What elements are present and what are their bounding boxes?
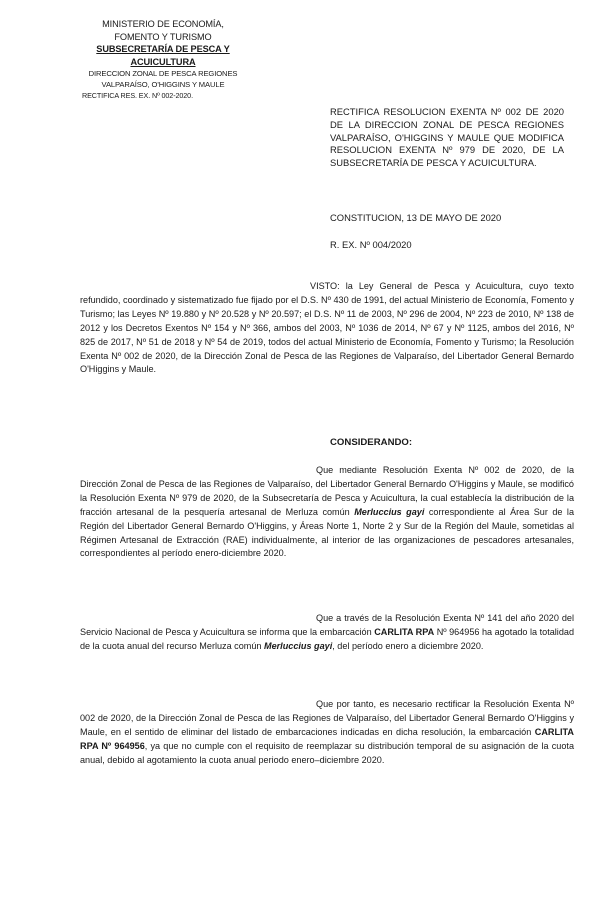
considerando-paragraph-1: Que mediante Resolución Exenta Nº 002 de 2020, de la Dirección Zonal de Pesca de las Regiones de Valparaíso, del Libertador General Bernardo O'Higgins y Maule, se modificó la Resolución Exenta Nº 979 de 2020, de la Subsecretaría de Pesca y Acuicultura, la cual establecía la distribución de la fracción artesanal de la pesquería artesanal de Merluza común Merluccius gayi correspondiente al Área Sur de la Región del Libertador General Bernardo O'Higgins, y Áreas Norte 1, Norte 2 y Sur de la Región del Maule, sometidas al Régimen Artesanal de Extracción (RAE) individualmente, al interior de las organizaciones de pescadores artesanales, correspondientes al período enero-diciembre 2020. [80, 465, 575, 559]
species-name: Merluccius gayi [264, 640, 333, 651]
letterhead [78, 18, 248, 103]
direccion-zonal-line: DIRECCION ZONAL DE PESCA REGIONES [88, 69, 238, 79]
reference-line: RECTIFICA RES. EX. Nº 002-2020. [82, 91, 193, 101]
regions-line: VALPARAÍSO, O'HIGGINS Y MAULE [101, 80, 225, 90]
vessel-name: CARLITA RPA Nº 964956 [80, 726, 574, 751]
species-name: Merluccius gayi [354, 506, 425, 517]
resolution-title: RECTIFICA RESOLUCION EXENTA Nº 002 DE 2020 DE LA DIRECCION ZONAL DE PESCA REGIONES VALPARAÍSO, O'HIGGINS Y MAULE QUE MODIFICA RESOLUCION EXENTA Nº 979 DE 2020, DE LA SUBSECRETARÍA DE PESCA Y ACUICULTURA. [330, 106, 564, 169]
vessel-name: CARLITA RPA [374, 626, 435, 637]
considerando-paragraph-2: Que a través de la Resolución Exenta Nº 141 del año 2020 del Servicio Nacional de Pesca y Acuicultura se informa que la embarcación CARLITA RPA Nº 964956 ha agotado la totalidad de la cuota anual del recurso Merluza común Merluccius gayi, del período enero a diciembre 2020. [80, 613, 575, 651]
visto-paragraph [80, 280, 574, 377]
place-date: CONSTITUCION, 13 DE MAYO DE 2020 [330, 212, 502, 223]
ministry-line: MINISTERIO DE ECONOMÍA, [102, 19, 224, 29]
considerando-paragraph-3: Que por tanto, es necesario rectificar la Resolución Exenta Nº 002 de 2020, de la Dirección Zonal de Pesca de las Regiones de Valparaíso, del Libertador General Bernardo O'Higgins y Maule, en el sentido de eliminar del listado de embarcaciones indicadas en dicha resolución, la embarcación CARLITA RPA Nº 964956, ya que no cumple con el requisito de reemplazar su distribución temporal de su asignación de la cuota anual, debido al agotamiento la cuota anual periodo enero–diciembre 2020. [80, 699, 574, 765]
visto-text: la Ley General de Pesca y Acuicultura, cuyo texto refundido, coordinado y sistematizado fue fijado por el D.S. Nº 430 de 1991, del actual Ministerio de Economía, Fomento y Turismo; las Leyes Nº 19.880 y Nº 20.528 y Nº 20.597; el D.S. Nº 11 de 2003, Nº 296 de 2004, Nº 223 de 2010, Nº 138 de 2012 y los Decretos Exentos Nº 154 y Nº 366, ambos del 2003, Nº 1036 de 2014, Nº 67 y Nº 1125, ambos del 2016, Nº 825 de 2017, Nº 51 de 2018 y Nº 54 de 2019, todos del actual Ministerio de Economía, Fomento y Turismo; la Resolución Exenta Nº 002 de 2020, de la Dirección Zonal de Pesca de las Regiones de Valparaíso, del Libertador General Bernardo O'Higgins y Maule. [80, 281, 574, 375]
resolution-number: R. EX. Nº 004/2020 [330, 239, 412, 250]
subsecretaria-line: SUBSECRETARÍA DE PESCA Y ACUICULTURA [96, 44, 230, 67]
ministry-line-2: FOMENTO Y TURISMO [114, 31, 212, 42]
visto-lead: VISTO: [310, 281, 340, 291]
considerando-heading: CONSIDERANDO: [330, 437, 413, 448]
